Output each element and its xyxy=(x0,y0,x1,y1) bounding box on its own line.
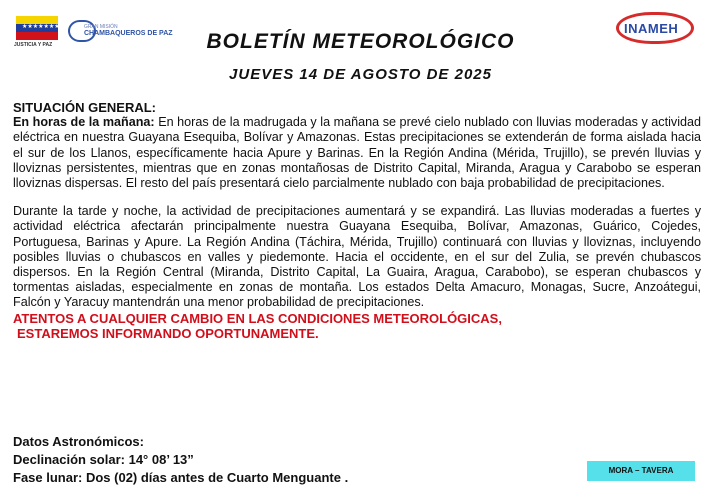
gov-brand-name: CHAMBAQUEROS DE PAZ xyxy=(84,30,173,37)
gov-brand-small: GRAN MISIÓN xyxy=(84,24,118,30)
astronomical-data xyxy=(13,433,348,487)
morning-text: En horas de la madrugada y la mañana se prevé cielo nublado con lluvias moderadas y actividad eléctrica en nuestra Guayana Esequiba, Bolívar y Amazonas. Estas precipitaciones se extenderán de forma aislada hacia el sur de los Llanos, específicamente hacia Apure y Barinas. En la Región Andina (Mérida, Trujillo), se prevén lluvias y lloviznas persistentes, mientras que en zonas montañosas de Distrito Capital, Miranda, Aragua y Carabobo se esperan lloviznas dispersas. El resto del país presentará cielo parcialmente nublado con baja probabilidad de precipitaciones. xyxy=(13,115,702,191)
inameh-logo-text: INAMEH xyxy=(624,21,679,36)
venezuela-flag-icon: ★★★★★★★★ xyxy=(16,16,58,40)
astro-heading: Datos Astronómicos: xyxy=(13,434,144,449)
morning-paragraph xyxy=(13,115,701,191)
morning-lead: En horas de la mañana: xyxy=(13,115,155,130)
solar-declination: Declinación solar: 14° 08’ 13” xyxy=(13,452,194,467)
general-situation xyxy=(13,100,701,341)
section-title: SITUACIÓN GENERAL: xyxy=(13,100,156,115)
alert-line-1: ATENTOS A CUALQUIER CAMBIO EN LAS CONDICIONES METEOROLÓGICAS, xyxy=(13,310,502,326)
bulletin-title: BOLETÍN METEOROLÓGICO xyxy=(206,30,515,53)
afternoon-paragraph: Durante la tarde y noche, la actividad de precipitaciones aumentará y se expandirá. Las lluvias moderadas a fuertes y actividad eléctrica afectarán principalmente nuestra Guayana Esequiba, Bolívar, Amazonas, Guárico, Cojedes, Portuguesa, Barinas y Apure. La Región Andina (Táchira, Mérida, Trujillo) continuará con lluvias y lloviznas, incluyendo posibles lluvias o chubascos en valles y piedemonte. Hacia el occidente, en el sur del Zulia, se prevén chubascos dispersos. En la Región Central (Miranda, Distrito Capital, La Guaira, Aragua, Carabobo), se esperan chubascos y tormentas aisladas, especialmente en zonas de montaña. Los estados Delta Amacuro, Monagas, Sucre, Anzoátegui, Falcón y Yaracuy mantendrán una menor probabilidad de precipitaciones. xyxy=(13,204,701,310)
flag-caption: JUSTICIA Y PAZ xyxy=(14,42,53,48)
moon-phase: Fase lunar: Dos (02) días antes de Cuarto Menguante . xyxy=(13,470,349,485)
alert-line-2: ESTAREMOS INFORMANDO OPORTUNAMENTE. xyxy=(17,325,319,341)
authors-badge: MORA – TAVERA xyxy=(587,461,695,481)
bulletin-date: JUEVES 14 DE AGOSTO DE 2025 xyxy=(229,66,492,83)
